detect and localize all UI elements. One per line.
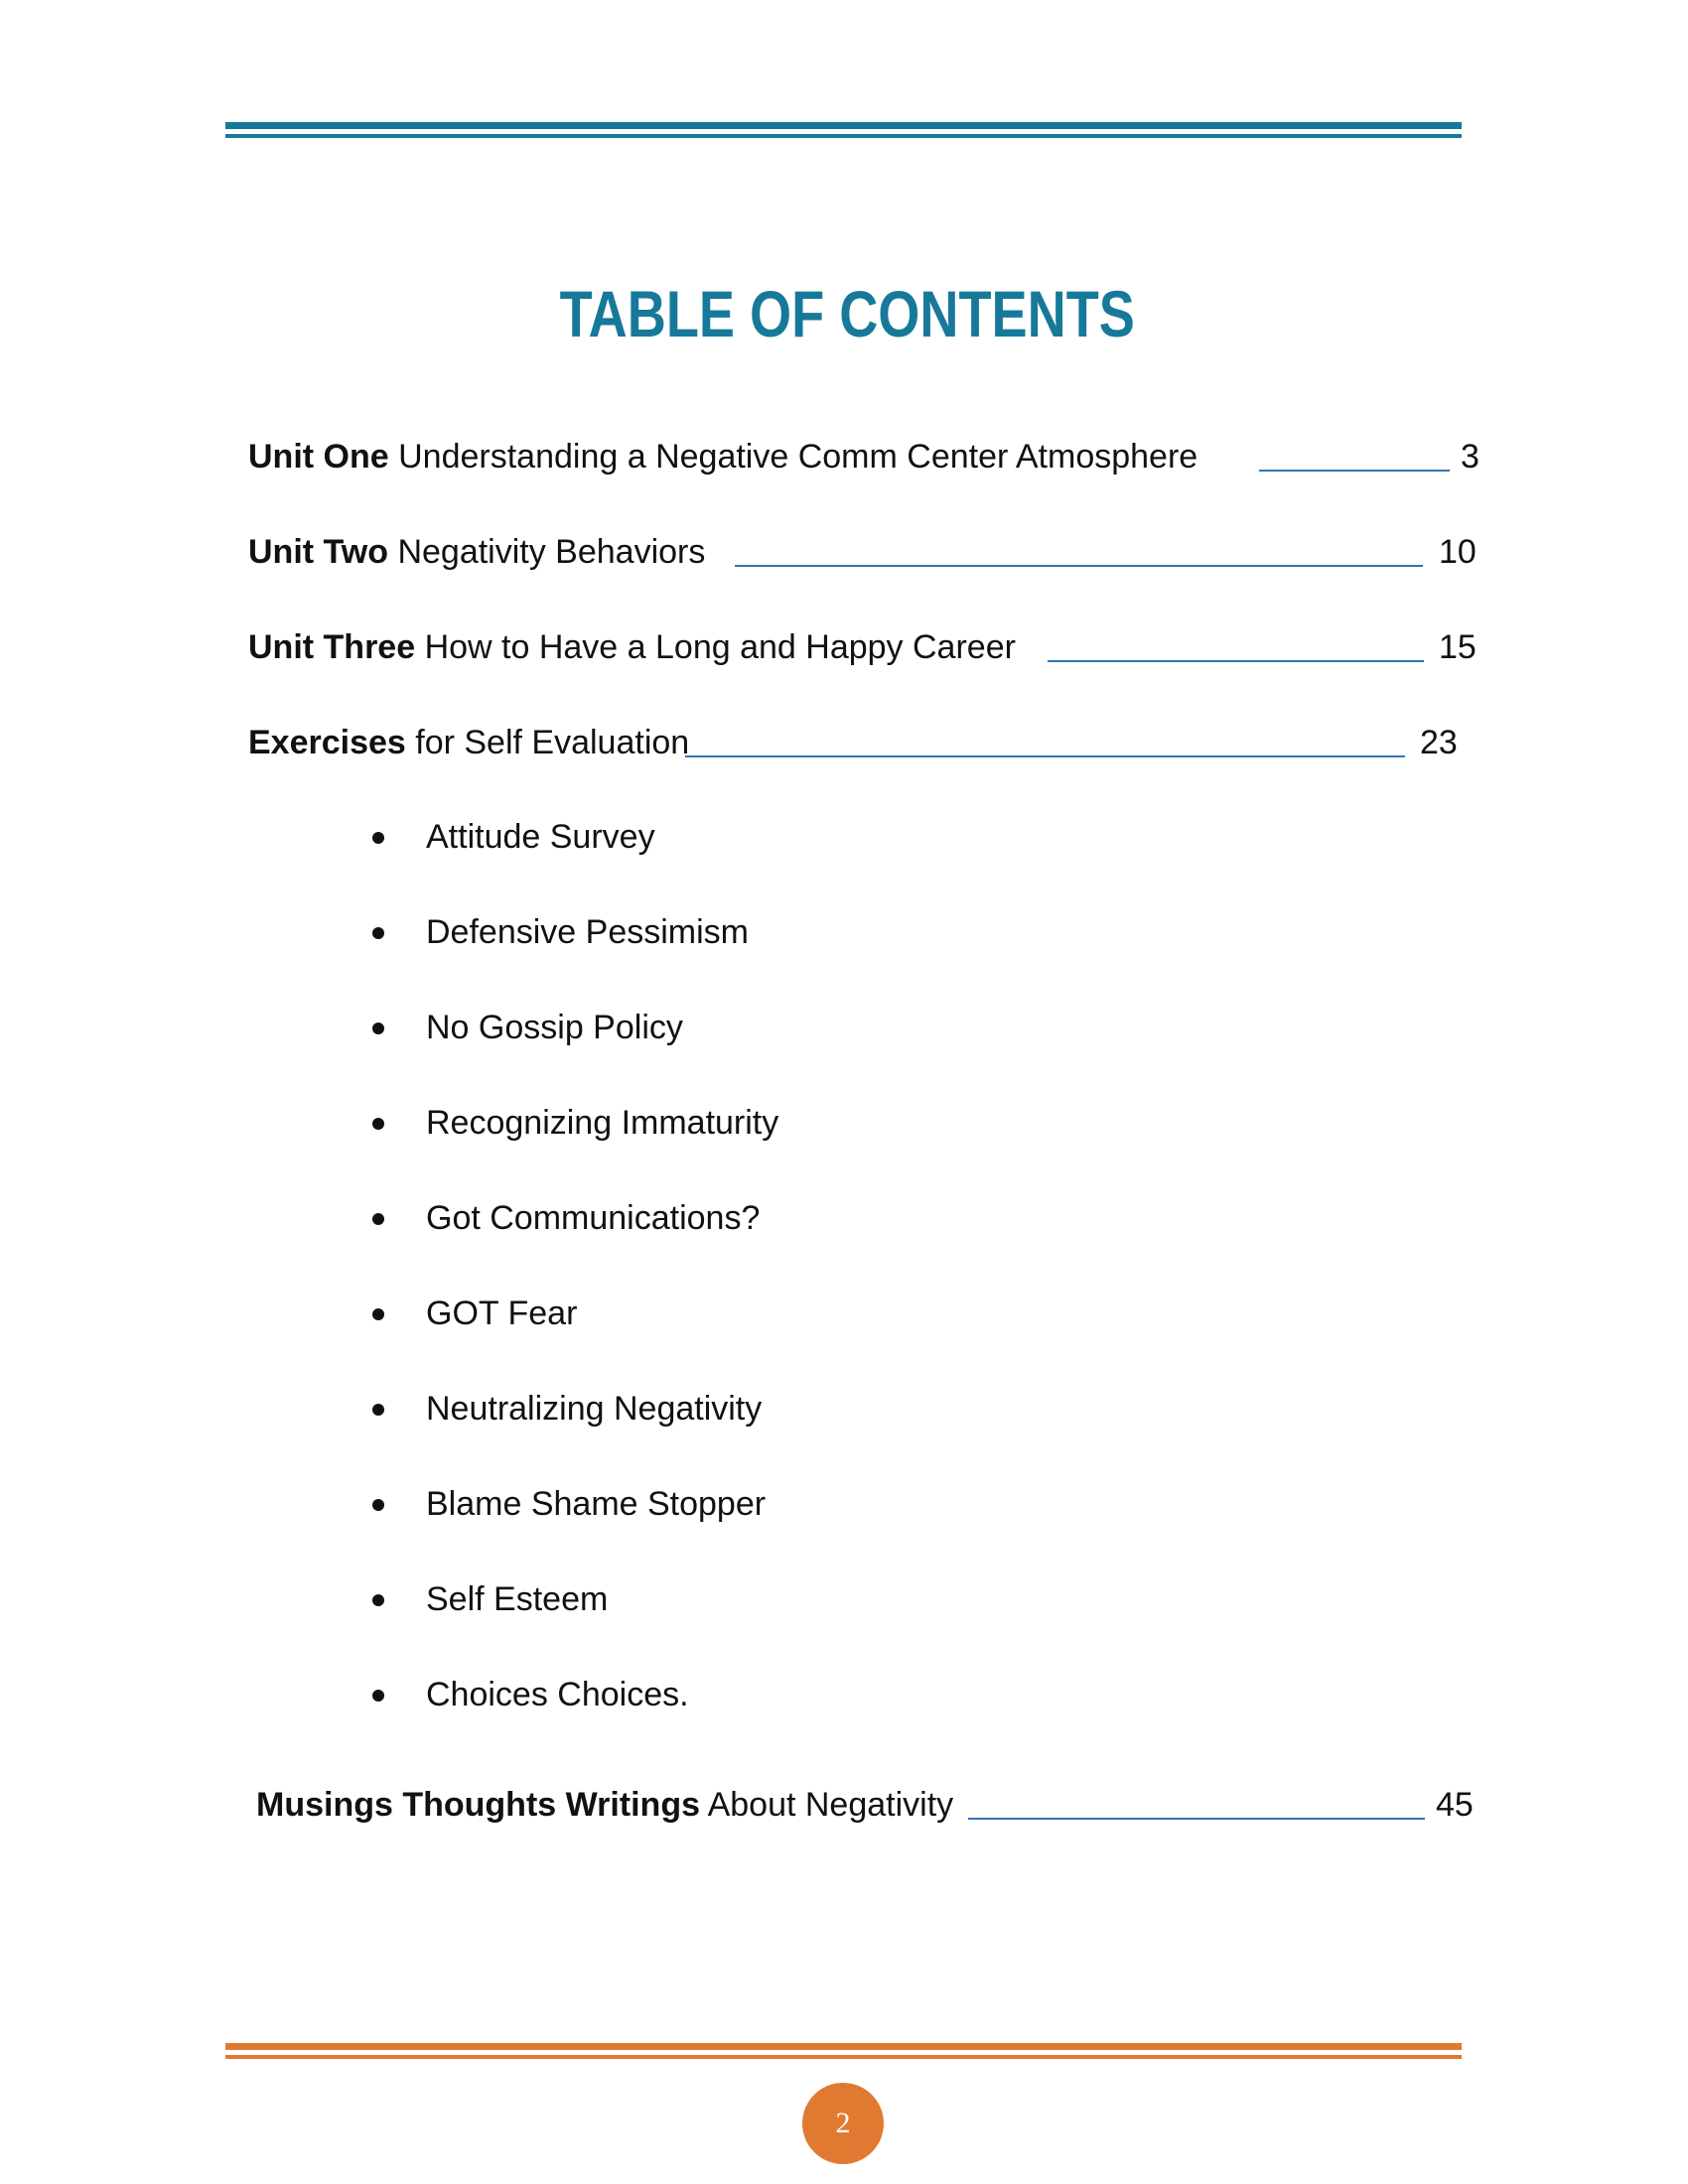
header-rule-thick — [225, 122, 1462, 129]
bullet-icon — [372, 1690, 384, 1702]
bullet-icon — [372, 1118, 384, 1130]
header-rule — [225, 122, 1462, 142]
page-title: TABLE OF CONTENTS — [559, 277, 1135, 350]
toc-leader — [1048, 660, 1424, 662]
toc-entry-unit-two[interactable] — [248, 527, 1484, 577]
bullet-icon — [372, 1499, 384, 1511]
footer-rule — [225, 2043, 1462, 2063]
toc-entry-label: Exercises for Self Evaluation — [248, 724, 690, 761]
bullet-icon — [372, 1594, 384, 1606]
exercise-label: GOT Fear — [426, 1295, 578, 1332]
bullet-icon — [372, 1404, 384, 1416]
exercise-label: Self Esteem — [426, 1580, 609, 1618]
toc-leader — [735, 565, 1423, 567]
exercise-label: Neutralizing Negativity — [426, 1390, 763, 1428]
toc-entry-unit-one[interactable] — [248, 432, 1484, 481]
toc-leader — [1259, 470, 1450, 472]
toc-leader — [968, 1818, 1425, 1820]
header-rule-thin — [225, 134, 1462, 138]
bullet-icon — [372, 832, 384, 844]
exercise-label: Attitude Survey — [426, 818, 655, 856]
toc-page-number: 10 — [1439, 533, 1477, 571]
toc-entry-musings[interactable] — [256, 1780, 1487, 1830]
toc-entry-label: Musings Thoughts Writings About Negativity — [256, 1786, 954, 1824]
exercise-label: Defensive Pessimism — [426, 913, 749, 951]
bullet-icon — [372, 1308, 384, 1320]
footer-rule-thin — [225, 2055, 1462, 2059]
exercise-label: No Gossip Policy — [426, 1009, 683, 1046]
toc-entry-label: Unit Two Negativity Behaviors — [248, 533, 706, 571]
exercise-label: Got Communications? — [426, 1199, 761, 1237]
toc-page-number: 15 — [1439, 628, 1477, 666]
bullet-icon — [372, 1023, 384, 1034]
page-number-badge: 2 — [802, 2083, 884, 2164]
toc-page-number: 45 — [1436, 1786, 1474, 1824]
toc-entry-label: Unit One Understanding a Negative Comm Center Atmosphere — [248, 438, 1198, 476]
exercise-label: Blame Shame Stopper — [426, 1485, 767, 1523]
toc-page-number: 3 — [1461, 438, 1479, 476]
bullet-icon — [372, 1213, 384, 1225]
toc-leader — [685, 755, 1405, 757]
toc-entry-label: Unit Three How to Have a Long and Happy Career — [248, 628, 1016, 666]
bullet-icon — [372, 927, 384, 939]
toc-entry-exercises[interactable] — [248, 718, 1484, 767]
toc-page-number: 23 — [1420, 724, 1458, 761]
exercise-label: Recognizing Immaturity — [426, 1104, 779, 1142]
toc-entry-unit-three[interactable] — [248, 622, 1484, 672]
exercise-label: Choices Choices. — [426, 1676, 689, 1713]
footer-rule-thick — [225, 2043, 1462, 2050]
